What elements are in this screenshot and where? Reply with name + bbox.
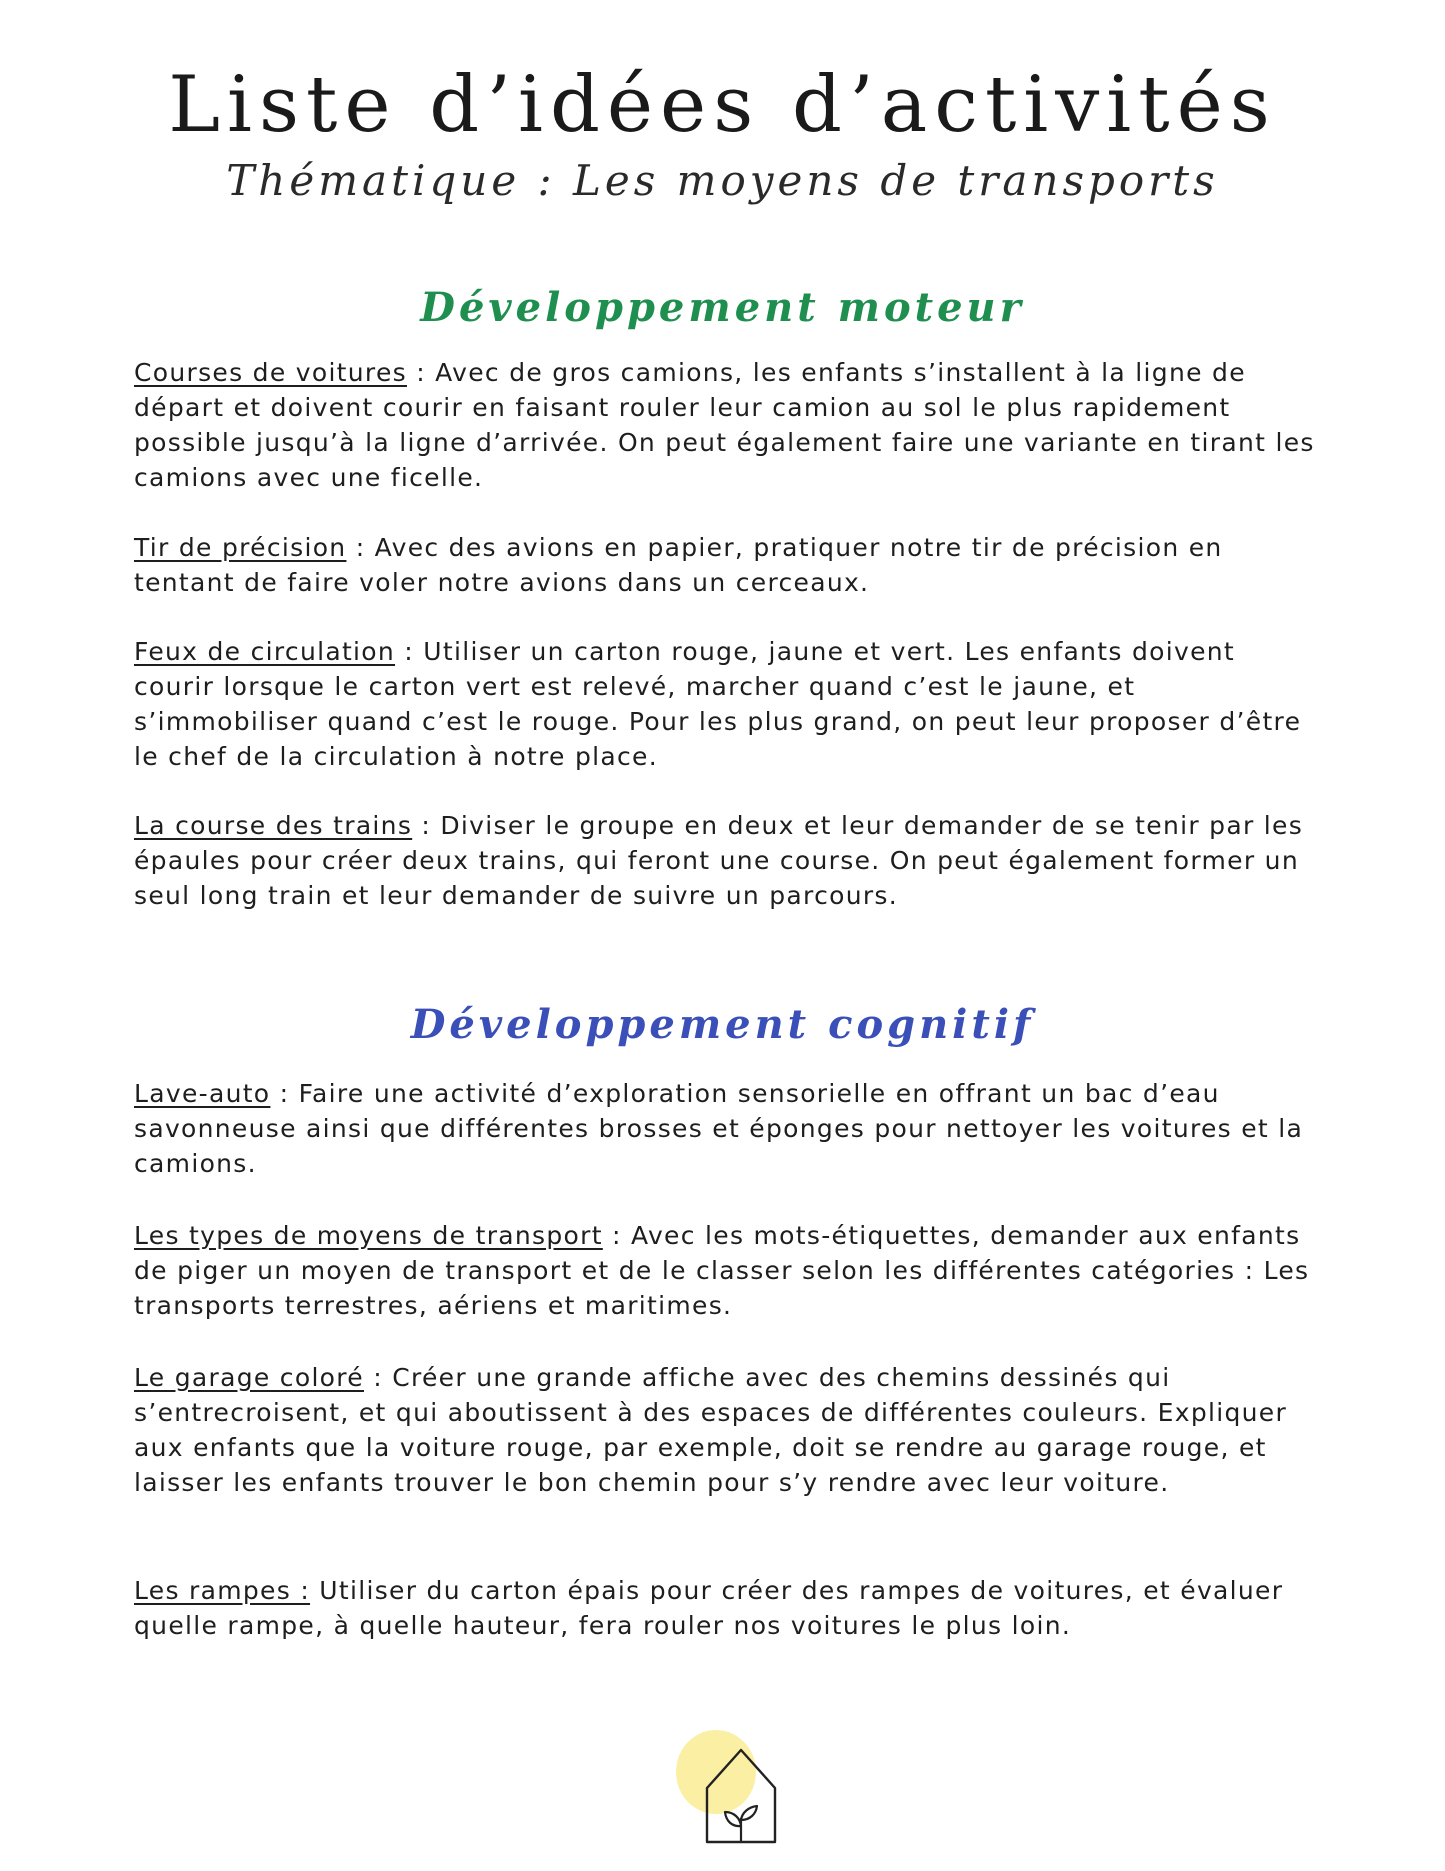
activity-courses-de-voitures — [134, 355, 1324, 495]
activity-description: Utiliser du carton épais pour créer des rampes de voitures, et évaluer quelle rampe, à quelle hauteur, fera rouler nos voitures le plus loin. — [134, 1576, 1284, 1640]
page-subtitle: Thématique : Les moyens de transports — [226, 156, 1219, 205]
activity-course-des-trains — [134, 808, 1324, 913]
activity-garage-colore — [134, 1360, 1324, 1500]
activity-description: : Diviser le groupe en deux et leur demander de se tenir par les épaules pour créer deux trains, qui feront une course. On peut également former un seul long train et leur demander de suivre un parcours. — [134, 811, 1304, 910]
activity-description: : Avec les mots-étiquettes, demander aux enfants de piger un moyen de transport et de le classer selon les différentes catégories : Les transports terrestres, aériens et maritimes. — [134, 1221, 1310, 1320]
activity-term: Les rampes : — [134, 1576, 311, 1605]
activity-term: Les types de moyens de transport — [134, 1221, 603, 1250]
activity-term: La course des trains — [134, 811, 413, 840]
activity-term: Courses de voitures — [134, 358, 407, 387]
section-heading-cognitive: Développement cognitif — [410, 1001, 1035, 1048]
activity-tir-de-precision — [134, 530, 1324, 600]
activity-lave-auto — [134, 1076, 1324, 1181]
activity-term: Lave-auto — [134, 1079, 271, 1108]
house-sprout-logo — [672, 1728, 782, 1846]
activity-types-de-transport — [134, 1218, 1324, 1323]
page-title: Liste d’idées d’activités — [168, 60, 1277, 150]
activity-description: : Faire une activité d’exploration sensorielle en offrant un bac d’eau savonneuse ainsi que différentes brosses et éponges pour nettoyer les voitures et la camions. — [134, 1079, 1304, 1178]
activity-description: : Avec de gros camions, les enfants s’installent à la ligne de départ et doivent courir en faisant rouler leur camion au sol le plus rapidement possible jusqu’à la ligne d’arrivée. On peut également faire une variante en tirant les camions avec une ficelle. — [134, 358, 1315, 492]
activity-description: : Créer une grande affiche avec des chemins dessinés qui s’entrecroisent, et qui aboutissent à des espaces de différentes couleurs. Expliquer aux enfants que la voiture rouge, par exemple, doit se rendre au garage rouge, et laisser les enfants trouver le bon chemin pour s’y rendre avec leur voiture. — [134, 1363, 1288, 1497]
section-heading-motor: Développement moteur — [420, 284, 1025, 331]
activity-description: : Utiliser un carton rouge, jaune et vert. Les enfants doivent courir lorsque le carton vert est relevé, marcher quand c’est le jaune, et s’immobiliser quand c’est le rouge. Pour les plus grand, on peut leur proposer d’être le chef de la circulation à notre place. — [134, 637, 1302, 771]
yellow-watercolor-wash — [676, 1730, 756, 1814]
activity-description: : Avec des avions en papier, pratiquer notre tir de précision en tentant de faire voler notre avions dans un cerceaux. — [134, 533, 1223, 597]
activity-term: Feux de circulation — [134, 637, 396, 666]
activity-les-rampes — [134, 1573, 1324, 1643]
activity-term: Le garage coloré — [134, 1363, 364, 1392]
activity-feux-de-circulation — [134, 634, 1324, 774]
activity-term: Tir de précision — [134, 533, 347, 562]
